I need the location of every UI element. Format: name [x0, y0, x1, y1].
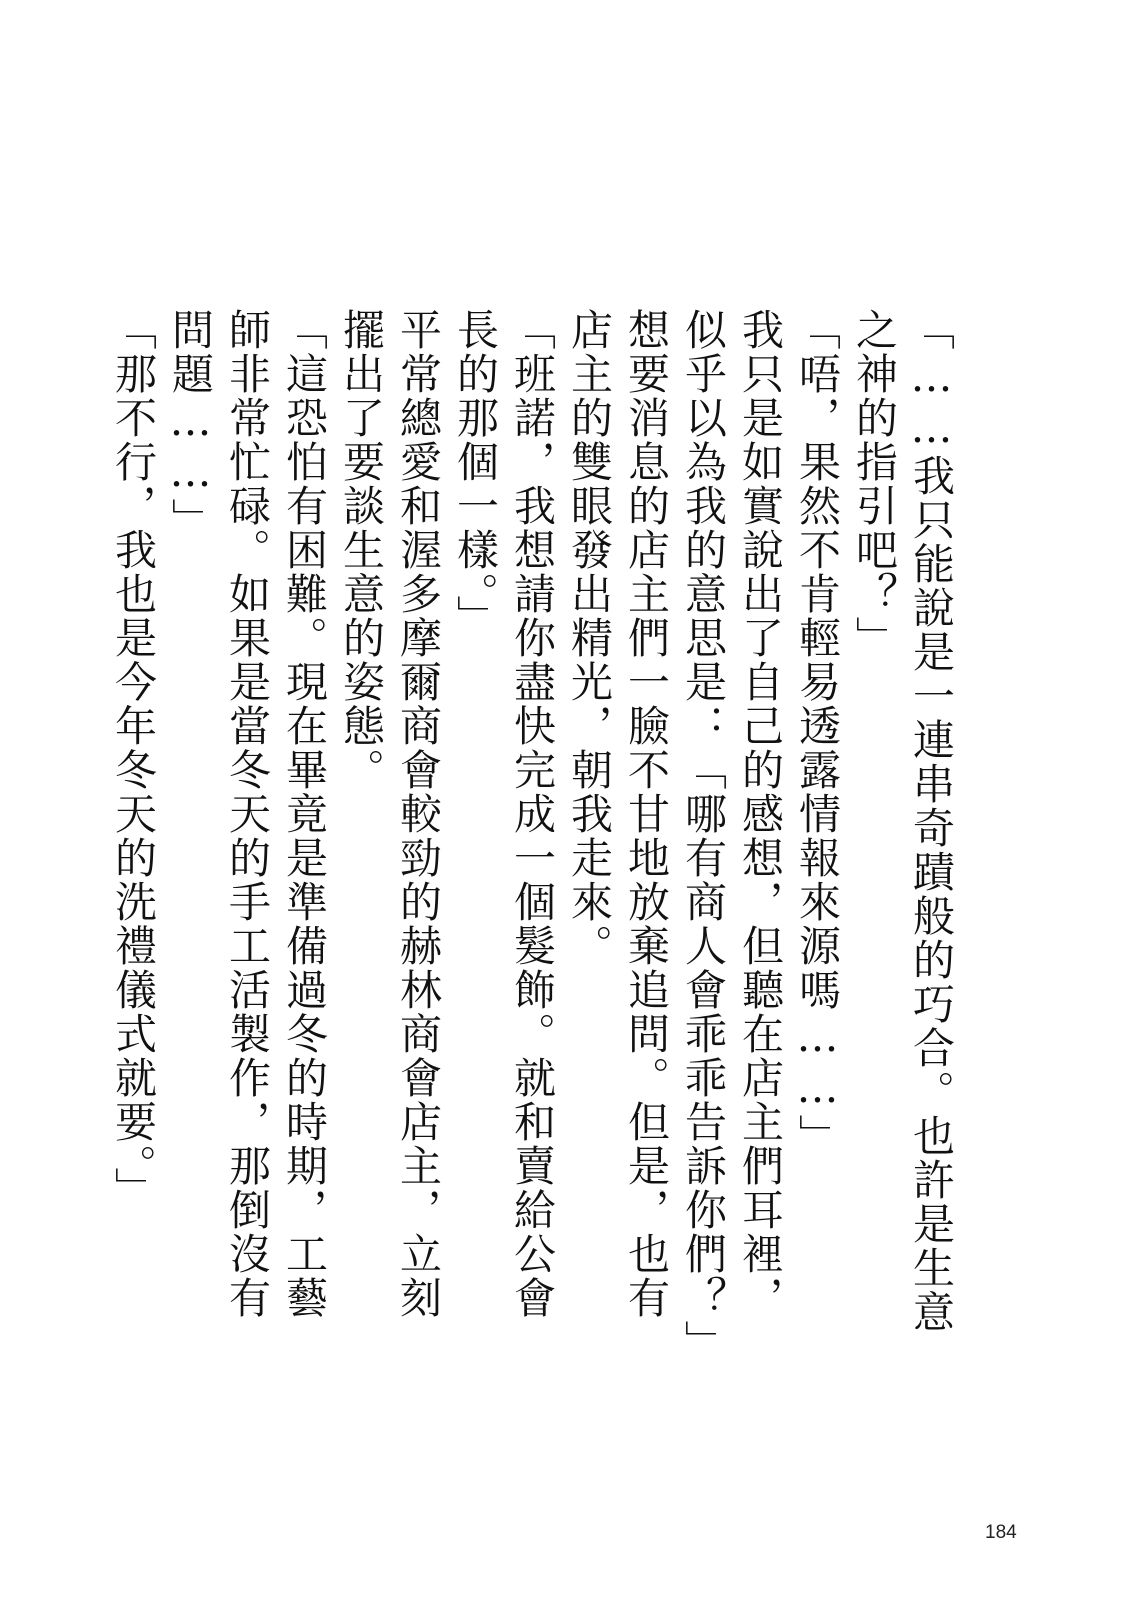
- paragraph-2: 「唔，果然不肯輕易透露情報來源嗎……」: [793, 308, 842, 1158]
- body-text: [105, 308, 960, 1348]
- paragraph-6: 「這恐怕有困難。現在畢竟是準備過冬的時期，工藝師非常忙碌。如果是當冬天的手工活製作，那倒沒有問題……」: [166, 308, 329, 1320]
- paragraph-7: 「那不行，我也是今年冬天的洗禮儀式就要。」: [109, 308, 158, 1211]
- paragraph-4: 「班諾，我想請你盡快完成一個髮飾。就和賣給公會長的那個一樣。」: [451, 308, 557, 1320]
- page-number: 184: [985, 1522, 1017, 1543]
- paragraph-1: 「……我只能說是一連串奇蹟般的巧合。也許是生意之神的指引吧？」: [850, 308, 956, 1334]
- paragraph-3: 我只是如實說出了自己的感想，但聽在店主們耳裡，似乎以為我的意思是：「哪有商人會乖乖告訴你們？」想要消息的店主們一臉不甘地放棄追問。但是，也有店主的雙眼發出精光，朝我走來。: [565, 308, 785, 1343]
- paragraph-5: 平常總愛和渥多摩爾商會較勁的赫林商會店主，立刻擺出了要談生意的姿態。: [337, 308, 443, 1320]
